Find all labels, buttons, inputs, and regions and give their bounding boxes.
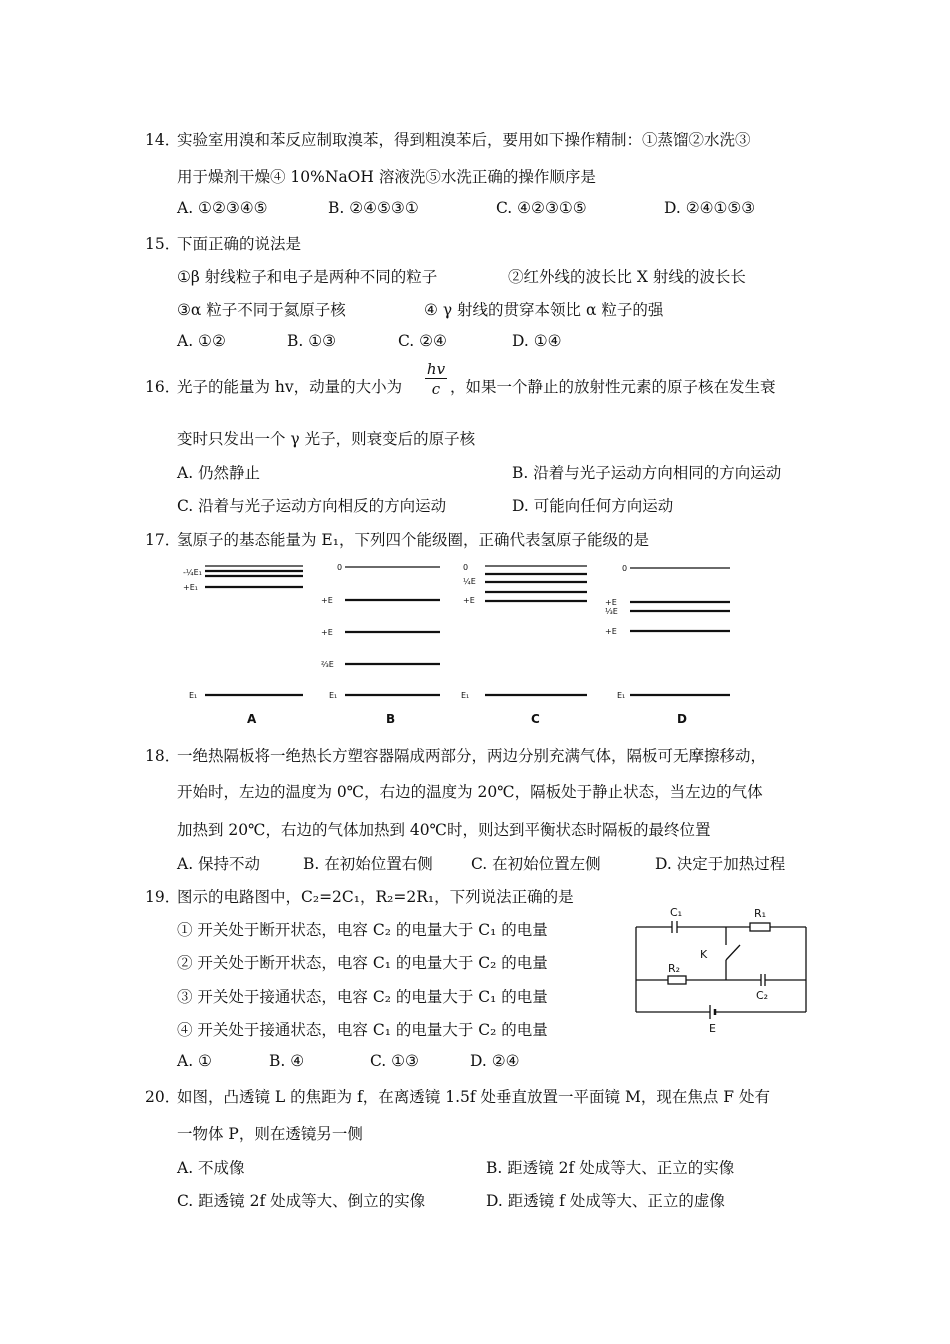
q19-option-c: C. ①③ <box>370 1052 419 1070</box>
q18-stem-line1: 一绝热隔板将一绝热长方塑容器隔成两部分，两边分别充满气体，隔板可无摩擦移动， <box>177 747 767 765</box>
q20-option-a: A. 不成像 <box>177 1159 245 1177</box>
q14-number: 14． <box>145 131 181 149</box>
diagram-b-levels <box>321 563 440 700</box>
q20-option-c: C. 距透镜 2f 处成等大、倒立的实像 <box>177 1192 426 1210</box>
svg-text:¼E: ¼E <box>463 577 476 586</box>
q19-statement-3: ③ 开关处于接通状态，电容 C₂ 的电量大于 C₁ 的电量 <box>177 988 548 1006</box>
diagram-b-label: B <box>386 712 396 726</box>
diagram-c-label: C <box>531 712 540 726</box>
q15-statement-2: ②红外线的波长比 X 射线的波长长 <box>508 268 746 286</box>
energy-level-diagrams <box>175 558 745 730</box>
svg-text:+E: +E <box>605 598 617 607</box>
diagram-a-levels <box>183 566 303 700</box>
svg-text:+E: +E <box>605 627 617 636</box>
q20-option-d: D. 距透镜 f 处成等大、正立的虚像 <box>486 1192 725 1210</box>
q19-number: 19． <box>145 888 181 906</box>
q16-stem-part2: ，如果一个静止的放射性元素的原子核在发生衰 <box>450 378 776 396</box>
momentum-fraction <box>425 360 447 399</box>
q19-statement-1: ① 开关处于断开状态，电容 C₂ 的电量大于 C₁ 的电量 <box>177 921 548 939</box>
q14-option-d: D. ②④①⑤③ <box>664 199 756 217</box>
q16-option-d: D. 可能向任何方向运动 <box>512 497 674 515</box>
q16-stem-line2: 变时只发出一个 γ 光子，则衰变后的原子核 <box>177 430 476 448</box>
diagram-d-label: D <box>677 712 687 726</box>
svg-text:⅔E: ⅔E <box>321 660 334 669</box>
q18-option-b: B. 在初始位置右侧 <box>303 855 433 873</box>
diagram-a-label: A <box>247 712 257 726</box>
q14-stem-line2: 用于燥剂干燥④ 10%NaOH 溶液洗⑤水洗正确的操作顺序是 <box>177 168 596 186</box>
svg-text:+E: +E <box>321 628 333 637</box>
q18-option-c: C. 在初始位置左侧 <box>471 855 601 873</box>
label-r2: R₂ <box>668 962 681 975</box>
svg-text:-¼E₁: -¼E₁ <box>183 568 202 577</box>
q18-stem-line2: 开始时，左边的温度为 0℃，右边的温度为 20℃，隔板处于静止状态，当左边的气体 <box>177 783 763 801</box>
q16-number: 16． <box>145 378 181 396</box>
q16-option-b: B. 沿着与光子运动方向相同的方向运动 <box>512 464 782 482</box>
q16-option-c: C. 沿着与光子运动方向相反的方向运动 <box>177 497 447 515</box>
q15-number: 15． <box>145 235 181 253</box>
q19-stem: 图示的电路图中，C₂=2C₁，R₂=2R₁，下列说法正确的是 <box>177 888 574 906</box>
svg-text:E₁: E₁ <box>461 691 470 700</box>
label-c1: C₁ <box>670 906 683 919</box>
q20-number: 20． <box>145 1088 181 1106</box>
q15-stem: 下面正确的说法是 <box>177 235 302 253</box>
q15-statement-1: ①β 射线粒子和电子是两种不同的粒子 <box>177 268 438 286</box>
q17-number: 17． <box>145 531 181 549</box>
label-c2: C₂ <box>756 989 769 1002</box>
q15-option-d: D. ①④ <box>512 332 562 350</box>
q20-stem-line2: 一物体 P，则在透镜另一侧 <box>177 1125 363 1143</box>
q15-option-c: C. ②④ <box>398 332 447 350</box>
q14-stem-line1: 实验室用溴和苯反应制取溴苯，得到粗溴苯后，要用如下操作精制：①蒸馏②水洗③ <box>177 131 751 149</box>
diagram-c-levels <box>461 563 587 700</box>
svg-text:0: 0 <box>337 563 343 572</box>
q15-option-a: A. ①② <box>177 332 226 350</box>
q18-number: 18． <box>145 747 181 765</box>
svg-text:⅓E: ⅓E <box>605 607 618 616</box>
circuit-diagram <box>628 900 813 1035</box>
svg-text:+E: +E <box>463 596 475 605</box>
label-k: K <box>700 948 708 961</box>
q14-option-b: B. ②④⑤③① <box>328 199 419 217</box>
q19-statement-4: ④ 开关处于接通状态，电容 C₁ 的电量大于 C₂ 的电量 <box>177 1021 548 1039</box>
svg-text:E₁: E₁ <box>617 691 626 700</box>
q15-statement-4: ④ γ 射线的贯穿本领比 α 粒子的强 <box>424 301 664 319</box>
q18-option-a: A. 保持不动 <box>177 855 261 873</box>
label-r1: R₁ <box>754 907 767 920</box>
svg-text:E₁: E₁ <box>189 691 198 700</box>
svg-text:E₁: E₁ <box>329 691 338 700</box>
q19-option-a: A. ① <box>177 1052 212 1070</box>
q19-option-d: D. ②④ <box>470 1052 520 1070</box>
diagram-d-levels <box>605 564 730 700</box>
label-e: E <box>709 1022 716 1035</box>
q15-option-b: B. ①③ <box>287 332 337 350</box>
q14-option-c: C. ④②③①⑤ <box>496 199 587 217</box>
q16-stem-part1: 光子的能量为 hv，动量的大小为 <box>177 378 403 396</box>
svg-text:0: 0 <box>463 563 469 572</box>
q15-statement-3: ③α 粒子不同于氦原子核 <box>177 301 346 319</box>
q16-option-a: A. 仍然静止 <box>177 464 261 482</box>
fraction-numerator: hv <box>426 360 446 378</box>
svg-text:+E: +E <box>321 596 333 605</box>
q18-stem-line3: 加热到 20℃，右边的气体加热到 40℃时，则达到平衡状态时隔板的最终位置 <box>177 821 711 839</box>
q18-option-d: D. 决定于加热过程 <box>655 855 786 873</box>
q14-option-a: A. ①②③④⑤ <box>177 199 268 217</box>
q20-stem-line1: 如图，凸透镜 L 的焦距为 f，在离透镜 1.5f 处垂直放置一平面镜 M，现在焦点 F 处有 <box>177 1088 770 1106</box>
svg-text:0: 0 <box>622 564 628 573</box>
svg-text:+E₁: +E₁ <box>183 583 198 592</box>
q17-stem: 氢原子的基态能量为 E₁，下列四个能级圈，正确代表氢原子能级的是 <box>177 531 649 549</box>
q20-option-b: B. 距透镜 2f 处成等大、正立的实像 <box>486 1159 735 1177</box>
q19-option-b: B. ④ <box>269 1052 305 1070</box>
fraction-denominator: c <box>431 380 441 398</box>
q19-statement-2: ② 开关处于断开状态，电容 C₁ 的电量大于 C₂ 的电量 <box>177 954 548 972</box>
